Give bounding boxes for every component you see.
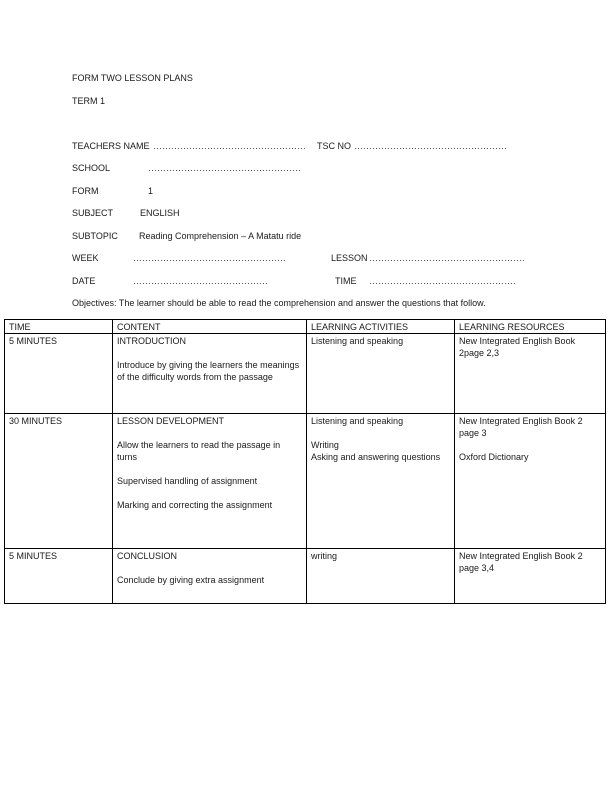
lesson-label: LESSON: [331, 253, 368, 263]
resource-item: New Integrated English Book 2 page 3: [459, 416, 583, 438]
table-row-conclusion: [5, 549, 606, 604]
content-item: Allow the learners to read the passage in turns: [117, 440, 281, 462]
document-title: FORM TWO LESSON PLANS: [72, 73, 193, 83]
cell-resources: [455, 414, 606, 549]
table-row-lesson-development: [5, 414, 606, 549]
cell-content: [113, 334, 307, 414]
cell-content: [113, 549, 307, 604]
tsc-no-field[interactable]: ……………………………………………: [354, 141, 507, 151]
column-header-content: CONTENT: [113, 320, 307, 334]
content-item: Introduce by giving the learners the meanings of the difficulty words from the passage: [117, 360, 300, 382]
activity-item: Asking and answering questions: [311, 452, 441, 462]
cell-resources: [455, 334, 606, 414]
column-header-time: TIME: [5, 320, 113, 334]
date-field[interactable]: ………………………………………: [133, 276, 268, 286]
subject-label: SUBJECT: [72, 208, 114, 218]
term-label: TERM 1: [72, 96, 106, 106]
cell-time: 5 MINUTES: [5, 549, 113, 604]
resource-item: New Integrated English Book 2 page 3,4: [459, 551, 583, 573]
activity-item: Listening and speaking: [311, 416, 404, 426]
cell-activities: [307, 549, 455, 604]
cell-content: [113, 414, 307, 549]
resource-item: Oxford Dictionary: [459, 452, 529, 462]
teachers-name-label: TEACHERS NAME: [72, 141, 150, 151]
school-label: SCHOOL: [72, 163, 111, 173]
content-item: Conclude by giving extra assignment: [117, 575, 265, 585]
lesson-plan-table: [4, 319, 606, 604]
activity-item: writing: [311, 551, 338, 561]
subject-value: ENGLISH: [140, 208, 180, 218]
cell-time: 30 MINUTES: [5, 414, 113, 549]
form-label: FORM: [72, 186, 99, 196]
week-label: WEEK: [72, 253, 99, 263]
week-field[interactable]: ……………………………………………: [133, 253, 286, 263]
lesson-field[interactable]: …………………………………………….: [369, 253, 525, 263]
content-heading: CONCLUSION: [117, 551, 178, 561]
school-field[interactable]: ……………………………………………: [148, 163, 301, 173]
activity-item: Writing: [311, 440, 339, 450]
table-row-introduction: [5, 334, 606, 414]
resource-item: New Integrated English Book 2page 2,3: [459, 336, 576, 358]
content-heading: LESSON DEVELOPMENT: [117, 416, 225, 426]
objectives-text: Objectives: The learner should be able to read the comprehension and answer the questions that follow.: [72, 298, 486, 308]
subtopic-value: Reading Comprehension – A Matatu ride: [139, 231, 302, 241]
content-item: Marking and correcting the assignment: [117, 500, 273, 510]
activity-item: Listening and speaking: [311, 336, 404, 346]
time-label: TIME: [335, 276, 357, 286]
subtopic-label: SUBTOPIC: [72, 231, 118, 241]
cell-activities: [307, 414, 455, 549]
tsc-no-label: TSC NO: [317, 141, 352, 151]
cell-time: 5 MINUTES: [5, 334, 113, 414]
time-field[interactable]: ………………………………………….: [369, 276, 516, 286]
column-header-resources: LEARNING RESOURCES: [455, 320, 606, 334]
table-header-row: [5, 320, 606, 334]
column-header-activities: LEARNING ACTIVITIES: [307, 320, 455, 334]
teachers-name-field[interactable]: ……………………………………………: [153, 141, 306, 151]
cell-activities: [307, 334, 455, 414]
date-label: DATE: [72, 276, 96, 286]
cell-resources: [455, 549, 606, 604]
content-heading: INTRODUCTION: [117, 336, 186, 346]
form-value: 1: [148, 186, 154, 196]
content-item: Supervised handling of assignment: [117, 476, 258, 486]
